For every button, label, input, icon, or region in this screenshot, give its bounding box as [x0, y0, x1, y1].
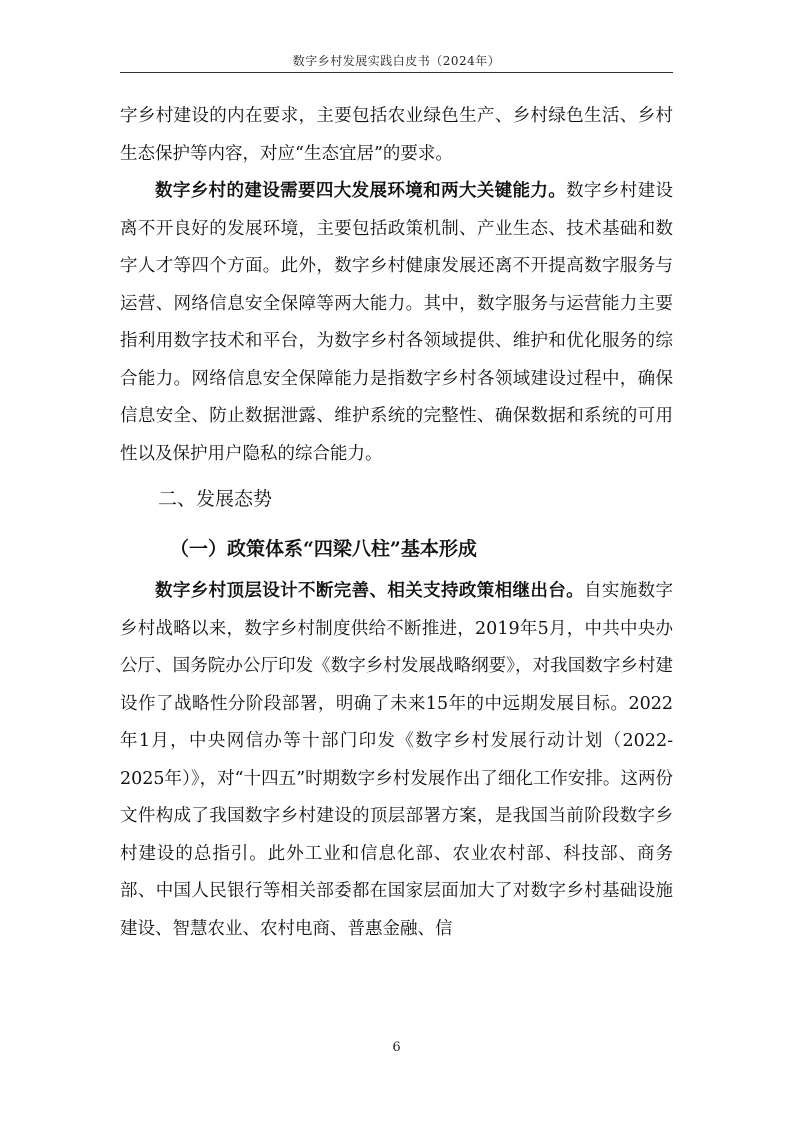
paragraph-body: 自实施数字乡村战略以来，数字乡村制度供给不断推进，2019年5月，中共中央办公厅、国务院办公厅印发《数字乡村发展战略纲要》，对我国数字乡村建设作了战略性分阶段部署，明确了未来15年的中远期发展目标。2022年1月，中央网信办等十部门印发《数字乡村发展行动计划（2022-2025年）》，对“十四五”时期数字乡村发展作出了细化工作安排。这两份文件构成了我国数字乡村建设的顶层部署方案，是我国当前阶段数字乡村建设的总指引。此外工业和信息化部、农业农村部、科技部、商务部、中国人民银行等相关部委都在国家层面加大了对数字乡村基础设施建设、智慧农业、农村电商、普惠金融、信	[120, 581, 673, 939]
paragraph-policy	[120, 573, 673, 948]
paragraph-lead-bold: 数字乡村顶层设计不断完善、相关支持政策相继出台。	[155, 581, 584, 601]
paragraph-development-environment	[120, 173, 673, 473]
paragraph-continuation: 字乡村建设的内在要求，主要包括农业绿色生产、乡村绿色生活、乡村生态保护等内容，对应“生态宜居”的要求。	[120, 106, 673, 164]
subsection-heading: （一）政策体系“四梁八柱”基本形成	[170, 538, 477, 560]
paragraph-body: 数字乡村建设离不开良好的发展环境，主要包括政策机制、产业生态、技术基础和数字人才等四个方面。此外，数字乡村健康发展还离不开提高数字服务与运营、网络信息安全保障等两大能力。其中，数字服务与运营能力主要指利用数字技术和平台，为数字乡村各领域提供、维护和优化服务的综合能力。网络信息安全保障能力是指数字乡村各领域建设过程中，确保信息安全、防止数据泄露、维护系统的完整性、确保数据和系统的可用性以及保护用户隐私的综合能力。	[120, 181, 673, 464]
paragraph-lead-bold: 数字乡村的建设需要四大发展环境和两大关键能力。	[155, 181, 567, 201]
running-header: 数字乡村发展实践白皮书（2024年）	[292, 54, 501, 68]
body-text	[120, 98, 673, 948]
page-number: 6	[392, 1040, 401, 1055]
header-divider	[120, 72, 673, 73]
section-heading: 二、发展态势	[158, 488, 273, 510]
